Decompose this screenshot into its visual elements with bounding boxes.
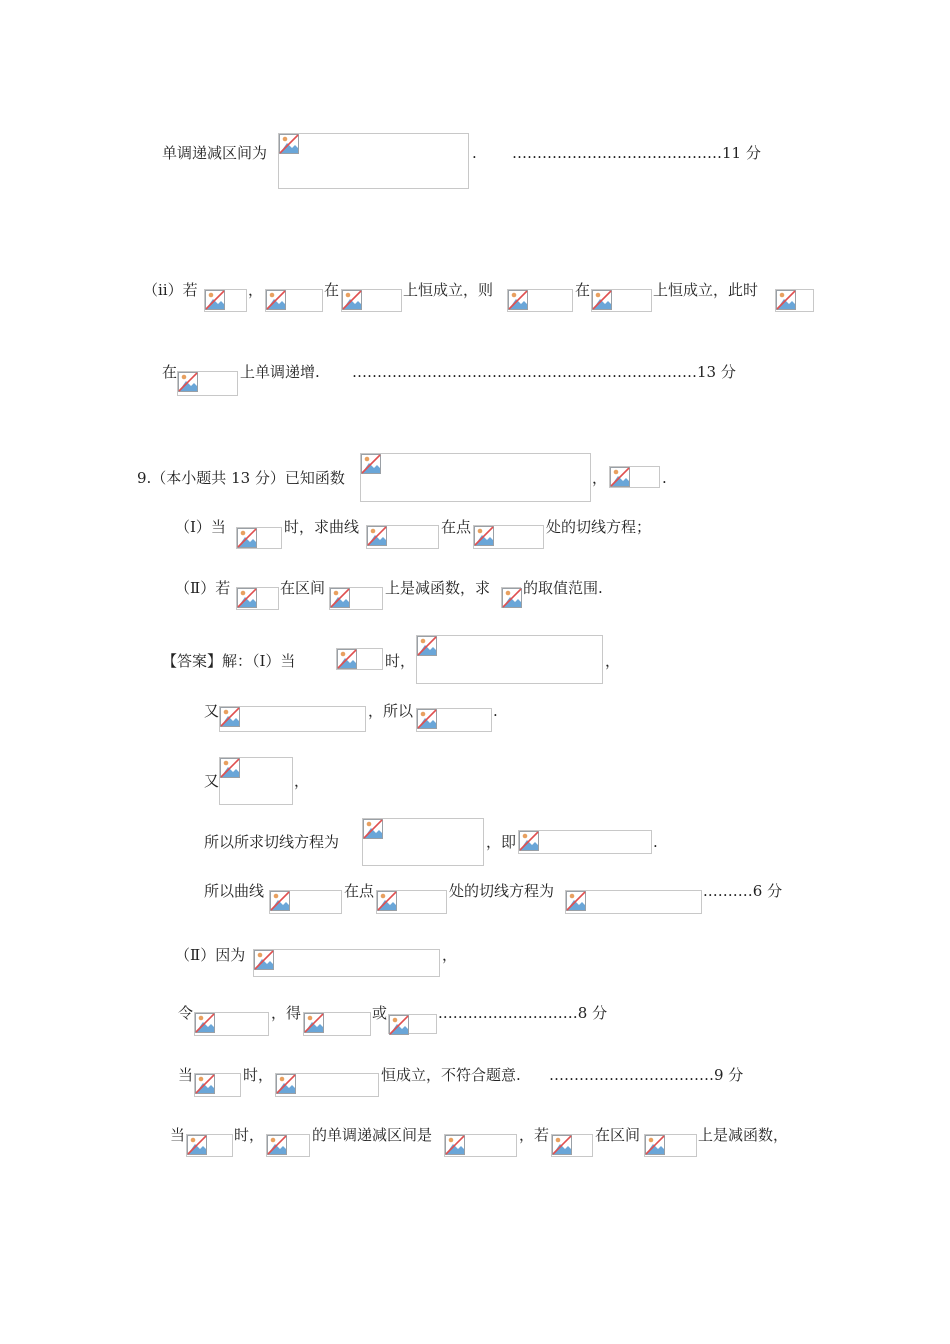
broken-image-glyph — [566, 891, 586, 911]
broken-image-icon — [253, 949, 440, 977]
broken-image-glyph — [776, 290, 796, 310]
broken-image-icon — [236, 587, 279, 610]
text: 的取值范围. — [523, 579, 603, 597]
text: （Ⅰ）当 — [175, 518, 226, 536]
text: 上是减函数， — [698, 1126, 789, 1144]
broken-image-icon — [388, 1014, 437, 1034]
broken-image-glyph — [266, 290, 286, 310]
broken-image-icon — [186, 1134, 233, 1157]
score-line: ……………………………9 分 — [549, 1066, 744, 1084]
broken-image-icon — [416, 708, 492, 732]
text: ， — [605, 652, 621, 670]
broken-image-glyph — [389, 1015, 409, 1035]
text: 处的切线方程； — [546, 518, 652, 536]
text: . — [653, 833, 658, 851]
text: 在区间 — [595, 1126, 641, 1144]
broken-image-glyph — [279, 134, 299, 154]
broken-image-glyph — [417, 709, 437, 729]
broken-image-glyph — [330, 588, 350, 608]
broken-image-icon — [265, 289, 323, 312]
broken-image-icon — [518, 830, 652, 854]
broken-image-icon — [551, 1134, 593, 1157]
broken-image-glyph — [254, 950, 274, 970]
text: 上恒成立，此时 — [653, 281, 759, 299]
score-line: ……………………………………11 分 — [512, 144, 761, 162]
broken-image-glyph — [445, 1135, 465, 1155]
broken-image-glyph — [304, 1013, 324, 1033]
broken-image-icon — [360, 453, 591, 502]
text: 在点 — [441, 518, 472, 536]
broken-image-icon — [775, 289, 814, 312]
broken-image-glyph — [178, 372, 198, 392]
score-line: .………6 分 — [703, 882, 783, 900]
broken-image-icon — [329, 587, 383, 610]
broken-image-icon — [473, 525, 544, 549]
broken-image-icon — [609, 466, 660, 488]
broken-image-glyph — [508, 290, 528, 310]
text: 处的切线方程为 — [449, 882, 555, 900]
broken-image-glyph — [237, 588, 257, 608]
text: 上恒成立，则 — [403, 281, 494, 299]
broken-image-icon — [278, 133, 469, 189]
broken-image-icon — [336, 648, 383, 670]
broken-image-glyph — [195, 1013, 215, 1033]
broken-image-glyph — [645, 1135, 665, 1155]
broken-image-icon — [219, 706, 366, 732]
text: ， — [294, 772, 310, 790]
text: 单调递减区间为 — [162, 144, 268, 162]
broken-image-glyph — [361, 454, 381, 474]
broken-image-icon — [177, 371, 238, 396]
text: . — [493, 702, 498, 720]
score-line: .………………………8 分 — [438, 1004, 608, 1022]
broken-image-icon — [236, 527, 282, 549]
broken-image-glyph — [377, 891, 397, 911]
broken-image-glyph — [270, 891, 290, 911]
broken-image-icon — [303, 1012, 371, 1036]
broken-image-icon — [275, 1073, 379, 1097]
broken-image-icon — [366, 525, 439, 549]
broken-image-glyph — [502, 588, 522, 608]
broken-image-glyph — [220, 758, 240, 778]
text: 在区间 — [280, 579, 326, 597]
text: ，若 — [519, 1126, 550, 1144]
broken-image-icon — [194, 1073, 241, 1097]
question-title: 9.（本小题共 13 分）已知函数 — [137, 469, 345, 487]
broken-image-icon — [444, 1134, 517, 1157]
broken-image-glyph — [205, 290, 225, 310]
text: 或 — [372, 1004, 388, 1022]
text: （Ⅱ）若 — [175, 579, 231, 597]
text: 时，求曲线 — [284, 518, 360, 536]
text: 在 — [575, 281, 591, 299]
text: 当 — [170, 1126, 186, 1144]
broken-image-icon — [644, 1134, 697, 1157]
text: 在 — [324, 281, 340, 299]
text: 所以所求切线方程为 — [204, 833, 340, 851]
text: ， — [442, 946, 458, 964]
text: （ⅱ）若 — [143, 281, 198, 299]
answer-label: 【答案】解：（Ⅰ）当 — [162, 652, 296, 670]
text: 时， — [385, 652, 416, 670]
broken-image-glyph — [363, 819, 383, 839]
text: 恒成立，不符合题意. — [381, 1066, 521, 1084]
broken-image-glyph — [417, 636, 437, 656]
broken-image-icon — [565, 890, 702, 914]
broken-image-glyph — [337, 649, 357, 669]
text: 令 — [178, 1004, 194, 1022]
broken-image-glyph — [195, 1074, 215, 1094]
broken-image-glyph — [592, 290, 612, 310]
broken-image-icon — [266, 1134, 310, 1157]
text: （Ⅱ）因为 — [175, 946, 246, 964]
broken-image-glyph — [367, 526, 387, 546]
broken-image-glyph — [220, 707, 240, 727]
text: ，即 — [486, 833, 517, 851]
text: 上单调递增. — [240, 363, 320, 381]
broken-image-glyph — [474, 526, 494, 546]
text: 在 — [162, 363, 178, 381]
broken-image-glyph — [187, 1135, 207, 1155]
broken-image-glyph — [342, 290, 362, 310]
broken-image-icon — [219, 757, 293, 805]
text: . — [662, 469, 667, 487]
broken-image-icon — [507, 289, 573, 312]
text: 在点 — [344, 882, 375, 900]
broken-image-icon — [269, 890, 342, 914]
text: 时， — [243, 1066, 274, 1084]
text: . — [472, 144, 477, 162]
text: 上是减函数，求 — [385, 579, 491, 597]
text: 又 — [204, 702, 220, 720]
broken-image-glyph — [276, 1074, 296, 1094]
broken-image-glyph — [552, 1135, 572, 1155]
broken-image-icon — [416, 635, 603, 684]
text: 的单调递减区间是 — [312, 1126, 433, 1144]
text: ，所以 — [368, 702, 414, 720]
broken-image-glyph — [237, 528, 257, 548]
broken-image-icon — [204, 289, 247, 312]
text: 又 — [204, 772, 220, 790]
text: ， — [248, 281, 264, 299]
broken-image-icon — [194, 1012, 269, 1036]
score-line: ……………………………………………………………13 分 — [352, 363, 736, 381]
text: 当 — [178, 1066, 194, 1084]
broken-image-glyph — [267, 1135, 287, 1155]
text: 所以曲线 — [204, 882, 265, 900]
text: ，得 — [271, 1004, 302, 1022]
broken-image-glyph — [519, 831, 539, 851]
broken-image-glyph — [610, 467, 630, 487]
broken-image-icon — [362, 818, 484, 866]
broken-image-icon — [376, 890, 447, 914]
text: 时， — [234, 1126, 265, 1144]
text: ， — [592, 469, 608, 487]
broken-image-icon — [591, 289, 652, 312]
broken-image-icon — [341, 289, 402, 312]
broken-image-icon — [501, 587, 521, 608]
